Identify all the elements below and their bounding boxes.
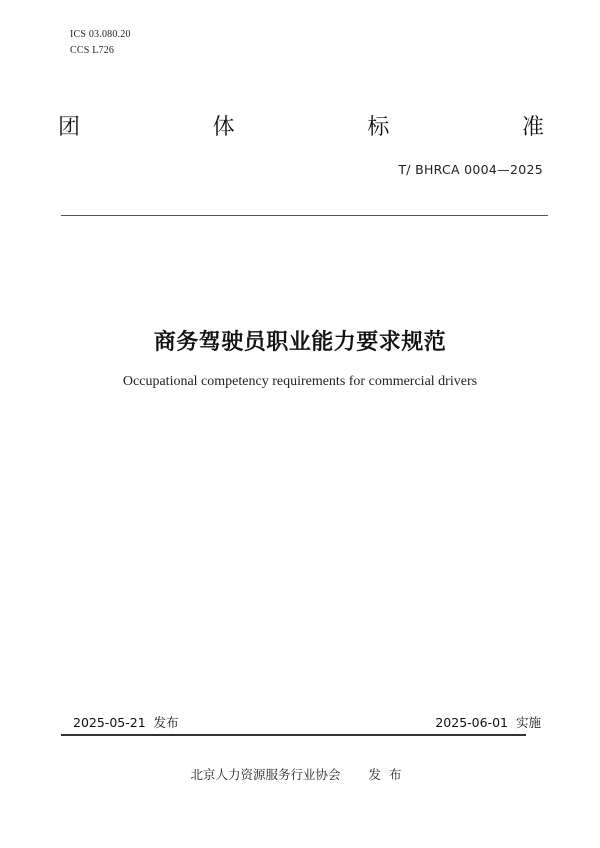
standard-type-char: 体 [212,115,235,140]
document-title-english: Occupational competency requirements for commercial drivers [122,374,478,389]
header-divider [61,215,548,216]
standard-type-char: 团 [58,115,81,140]
ics-classification: ICS 03.080.20 [70,29,131,40]
implement-date-value: 2025-06-01 [435,715,508,730]
publisher-line [0,765,600,783]
publisher-name: 北京人力资源服务行业协会 [190,767,341,782]
standard-type-char: 标 [367,115,390,140]
standard-code: T/ BHRCA 0004—2025 [398,162,543,177]
dates-row [73,713,541,731]
standard-type-char: 准 [521,115,544,140]
footer-divider [61,734,526,736]
publish-date-label: 发布 [153,715,179,730]
publish-date-value: 2025-05-21 [73,715,146,730]
ccs-classification: CCS L726 [70,45,115,56]
publisher-action: 发布 [368,767,410,782]
document-title-chinese: 商务驾驶员职业能力要求规范 [153,330,447,355]
standard-type-heading [58,114,544,142]
publish-date [73,713,179,731]
implement-date-label: 实施 [515,715,541,730]
implement-date [435,713,541,731]
